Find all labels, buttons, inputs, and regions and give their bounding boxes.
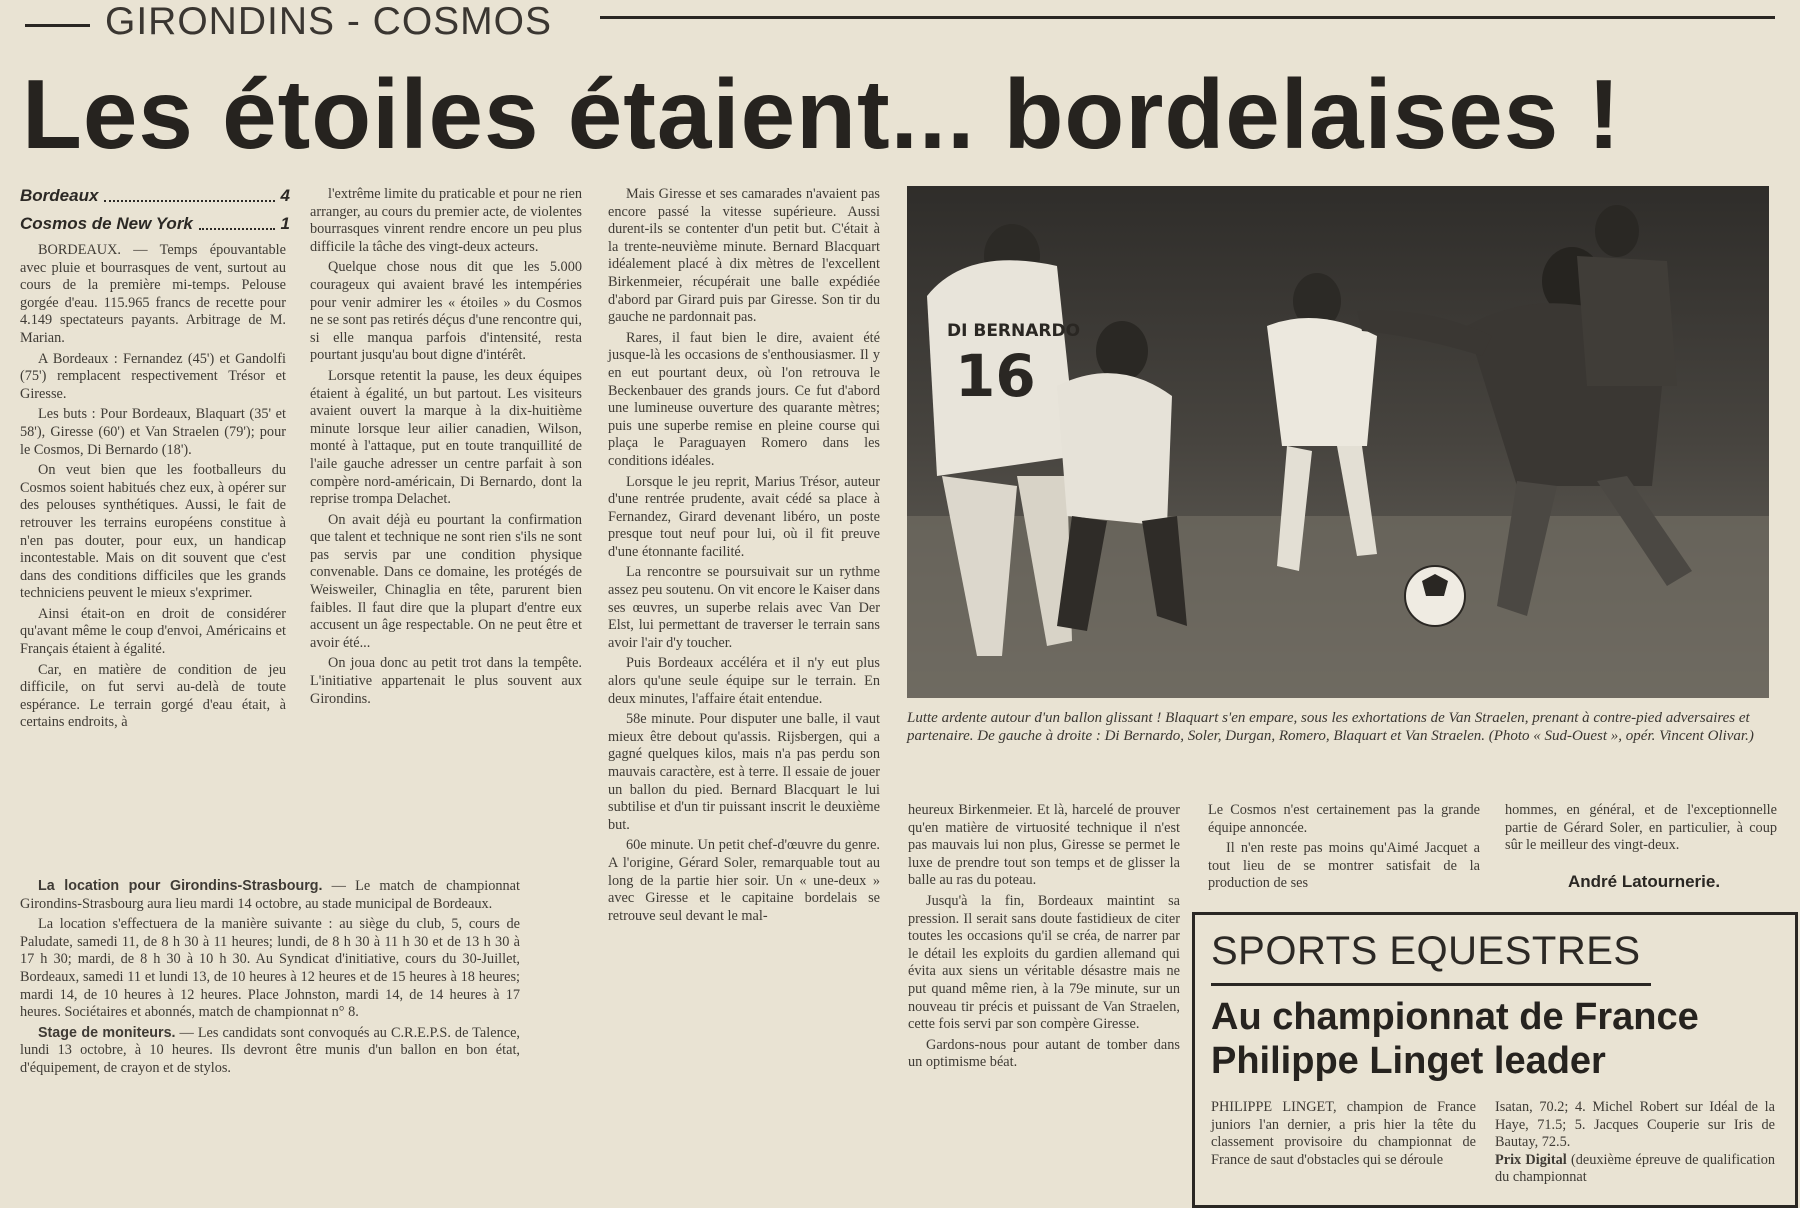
paragraph: Les buts : Pour Bordeaux, Blaquart (35' et 58'), Giresse (60') et Van Straelen (79'); pour le Cosmos, Di Bernardo (18'). bbox=[20, 406, 286, 458]
sidebar-rubric-rule bbox=[1211, 983, 1651, 986]
score-row-home bbox=[20, 182, 290, 210]
brief-title: La location pour Girondins-Strasbourg. bbox=[38, 878, 323, 894]
sidebar-column-1 bbox=[1211, 1099, 1476, 1169]
kicker-rule-left bbox=[25, 24, 90, 27]
match-photo bbox=[907, 186, 1769, 698]
sidebar-rubric: SPORTS EQUESTRES bbox=[1211, 929, 1641, 973]
news-briefs bbox=[20, 878, 520, 1081]
photo-caption: Lutte ardente autour d'un ballon glissant ! Blaquart s'en empare, sous les exhortations de Van Straelen, prenant à contre-pied adversaires et partenaire. De gauche à droite : Di Bernardo, Soler, Durgan, Romero, Blaquart et Van Straelen. (Photo « Sud-Ouest », opér. Vincent Olivar.) bbox=[907, 710, 1754, 744]
paragraph: Gardons-nous pour autant de tomber dans un optimisme béat. bbox=[908, 1036, 1180, 1071]
brief-location-details: La location s'effectuera de la manière suivante : au siège du club, 5, cours de Paludate, samedi 11, de 8 h 30 à 11 heures; lundi, de 8 h 30 à 11 h 30 et de 13 h 30 à 17 h 30; mardi, de 8 h 30 à 10 h 30. Au Syndicat d'initiative, cours du 30-Juillet, Bordeaux, samedi 11 et lundi 13, de 10 heures à 12 heures et de 15 heures à 18 heures; mardi 14, de 10 heures à 12 heures. Place Johnston, mardi 14, de 14 heures à 17 heures. Sociétaires et abonnés, match de championnat n° 8. bbox=[20, 916, 520, 1021]
paragraph: On joua donc au petit trot dans la tempête. L'initiative appartenait le plus souvent aux Girondins. bbox=[310, 655, 582, 707]
article-column-3 bbox=[608, 186, 880, 928]
paragraph: 58e minute. Pour disputer une balle, il vaut mieux être debout qu'assis. Rijsbergen, qui a gagné quelques kilos, mais n'a pas perdu son mauvais caractère, est à terre. Il essaie de jouer un ballon du pied. Bernard Blacquart le lui subtilise et d'un tir puissant inscrit le deuxième but. bbox=[608, 711, 880, 833]
brief-stage bbox=[20, 1025, 520, 1078]
article-column-6 bbox=[1505, 802, 1777, 858]
scoreline bbox=[20, 182, 290, 238]
paragraph: Le Cosmos n'est certainement pas la grande équipe annoncée. bbox=[1208, 802, 1480, 836]
paragraph: Jusqu'à la fin, Bordeaux maintint sa pression. Il serait sans doute fastidieux de citer toutes les occasions qu'il se créa, de narrer par le détail les exploits du gardien allemand qui évita aux siens un véritable désastre mais ne put quand même rien, à la 79e minute, sur un nouveau tir précis et puissant de Van Straelen, cette fois servi par son compère Giresse. bbox=[908, 892, 1180, 1033]
article-headline: Les étoiles étaient... bordelaises ! bbox=[22, 59, 1622, 169]
kicker-rule-right bbox=[600, 16, 1775, 19]
paragraph: hommes, en général, et de l'exceptionnelle partie de Gérard Soler, en particulier, à coup sûr le meilleur des vingt-deux. bbox=[1505, 802, 1777, 854]
sidebar-event-title: Prix Digital bbox=[1495, 1151, 1567, 1168]
paragraph: La rencontre se poursuivait sur un rythme assez peu soutenu. On vit encore le Kaiser dans ses œuvres, un superbe relais avec Van Der Elst, lui permettant de traverser le terrain sans avoir l'air d'y toucher. bbox=[608, 564, 880, 651]
paragraph: Car, en matière de condition de jeu difficile, on fut servi au-delà de toute espérance. Le terrain gorgé d'eau était, à certains endroits, à bbox=[20, 661, 286, 731]
paragraph: On veut bien que les footballeurs du Cosmos soient habitués chez eux, à opérer sur des pelouses synthétiques. Aussi, le fait de retrouver les terrains européens constitue à n'en pas douter, pour eux, un handicap incontestable. Mais on dit souvent que c'est dans des conditions difficiles que les grands techniciens peuvent le mieux s'exprimer. bbox=[20, 462, 286, 602]
paragraph: heureux Birkenmeier. Et là, harcelé de prouver qu'en matière de virtuosité technique il n'est pas mauvais lui non plus, Giresse se permet le luxe de prendre tout son temps et de glisser la balle au ras du poteau. bbox=[908, 802, 1180, 889]
article-column-2 bbox=[310, 186, 582, 711]
sidebar-column-2 bbox=[1495, 1099, 1775, 1187]
sidebar-lead: PHILIPPE LINGET, bbox=[1211, 1099, 1337, 1115]
sidebar-event-text: (deuxième épreuve de qualification du championnat bbox=[1495, 1151, 1775, 1186]
paragraph: Mais Giresse et ses camarades n'avaient pas encore passé la vitesse supérieure. Aussi durent-ils se contenter d'un petit but. C'était à la trente-neuvième minute. Bernard Blacquart idéalement placé à dix mètres de l'excellent Birkenmeier, récupérait une balle expédiée d'abord par Girard puis par Giresse. Son tir du gauche ne pardonnait pas. bbox=[608, 186, 880, 326]
brief-title: Stage de moniteurs. bbox=[38, 1024, 176, 1041]
article-column-4 bbox=[908, 802, 1180, 1075]
paragraph: l'extrême limite du praticable et pour ne rien arranger, au cours du premier acte, de violentes bourrasques vinrent rendre encore un peu plus difficile la tâche des vingt-deux acteurs. bbox=[310, 186, 582, 255]
sidebar-headline bbox=[1211, 995, 1699, 1083]
score-row-away bbox=[20, 210, 290, 238]
jersey-number: 16 bbox=[955, 342, 1036, 410]
paragraph: Quelque chose nous dit que les 5.000 courageux qui avaient bravé les intempéries pour venir admirer les « étoiles » du Cosmos ne se sont pas retirés déçus d'une rencontre qui, si elle manqua parfois d'intensité, resta pourtant jusqu'au bout digne d'intérêt. bbox=[310, 259, 582, 364]
paragraph: Rares, il faut bien le dire, avaient été jusque-là les occasions de s'enthousiasmer. Il y en eut pourtant deux, où l'on retrouva le Beckenbauer des grands jours. Ce fut d'abord une lumineuse ouverture des quarante mètres; puis une superbe remise en pleine course qui plaça le Paraguayen Romero dans les conditions idéales. bbox=[608, 329, 880, 469]
sidebar-text: champion de France juniors l'an dernier, a pris hier la tête du classement provisoire du championnat de France de saut d'obstacles qui se déroule bbox=[1211, 1099, 1476, 1168]
brief-text: — Les candidats sont convoqués au C.R.E.P.S. de Talence, lundi 13 octobre, à 10 heures. Ils devront être munis d'un ballon en bon état, d'équipement, de crayon et de stylos. bbox=[20, 1024, 520, 1076]
ball-icon bbox=[1405, 566, 1465, 626]
jersey-name: DI BERNARDO bbox=[947, 321, 1081, 341]
sidebar-headline-line-1: Au championnat de France bbox=[1211, 996, 1699, 1038]
paragraph: Lorsque le jeu reprit, Marius Trésor, auteur d'une rentrée prudente, avait cédé sa place à Fernandez, Girard devenant libéro, un poste presque tout neuf pour lui, où il fit preuve d'une étonnante facilité. bbox=[608, 473, 880, 560]
brief-text: — Le match de championnat Girondins-Strasbourg aura lieu mardi 14 octobre, au stade municipal de Bordeaux. bbox=[20, 878, 520, 912]
paragraph: A Bordeaux : Fernandez (45') et Gandolfi (75') remplacent respectivement Trésor et Giresse. bbox=[20, 350, 286, 402]
paragraph: BORDEAUX. — Temps épouvantable avec pluie et bourrasques de vent, surtout au cours de la première mi-temps. Pelouse gorgée d'eau. 115.965 francs de recette pour 4.149 spectateurs payants. Arbitrage de M. Marian. bbox=[20, 242, 286, 346]
paragraph: Il n'en reste pas moins qu'Aimé Jacquet a tout lieu de se montrer satisfait de la production de ses bbox=[1208, 840, 1480, 892]
sidebar-headline-line-2: Philippe Linget leader bbox=[1211, 1040, 1606, 1082]
sidebar-box-equestrian bbox=[1192, 912, 1798, 1208]
away-team: Cosmos de New York bbox=[20, 214, 193, 233]
paragraph: Puis Bordeaux accéléra et il n'y eut plus alors qu'une seule équipe sur le terrain. En deux minutes, l'affaire était entendue. bbox=[608, 655, 880, 707]
home-team: Bordeaux bbox=[20, 186, 99, 205]
brief-location bbox=[20, 878, 520, 913]
article-column-1 bbox=[20, 242, 286, 735]
article-column-5 bbox=[1208, 802, 1480, 896]
sidebar-results: Isatan, 70.2; 4. Michel Robert sur Idéal de la Haye, 71.5; 5. Jacques Couperie sur Iris de Bautay, 72.5. bbox=[1495, 1099, 1775, 1151]
paragraph: On avait déjà eu pourtant la confirmation que talent et technique ne sont rien s'ils ne sont pas servis par une condition physique convenable. Dans ce domaine, les protégés de Weisweiler, Chinaglia en tête, parurent bien faibles. Il faut dire que la plupart d'entre eux accusent un âge respectable. On ne peut être et avoir été... bbox=[310, 511, 582, 651]
away-score: 1 bbox=[280, 214, 290, 233]
paragraph: Lorsque retentit la pause, les deux équipes étaient à égalité, un but partout. Les visiteurs avaient ouvert la marque à la dix-huitième minute lorsque leur ailier canadien, Wilson, monté à l'attaque, put en toute tranquillité de l'aile gauche adresser un centre parfait à son compère nord-américain, Di Bernardo, dont la reprise trompa Delachet. bbox=[310, 367, 582, 508]
paragraph: 60e minute. Un petit chef-d'œuvre du genre. A l'origine, Gérard Soler, remarquable tout au long de la partie hier soir. Un « une-deux » avec Giresse et le capitaine bordelais se retrouve seul devant le mal- bbox=[608, 837, 880, 924]
home-score: 4 bbox=[280, 186, 290, 205]
match-photo-illustration bbox=[907, 186, 1769, 698]
kicker-text: GIRONDINS - COSMOS bbox=[105, 0, 553, 43]
byline-signature: André Latournerie. bbox=[1568, 872, 1721, 891]
section-kicker bbox=[25, 0, 1775, 52]
paragraph: Ainsi était-on en droit de considérer qu'avant même le coup d'envoi, Américains et Français étaient à égalité. bbox=[20, 605, 286, 658]
